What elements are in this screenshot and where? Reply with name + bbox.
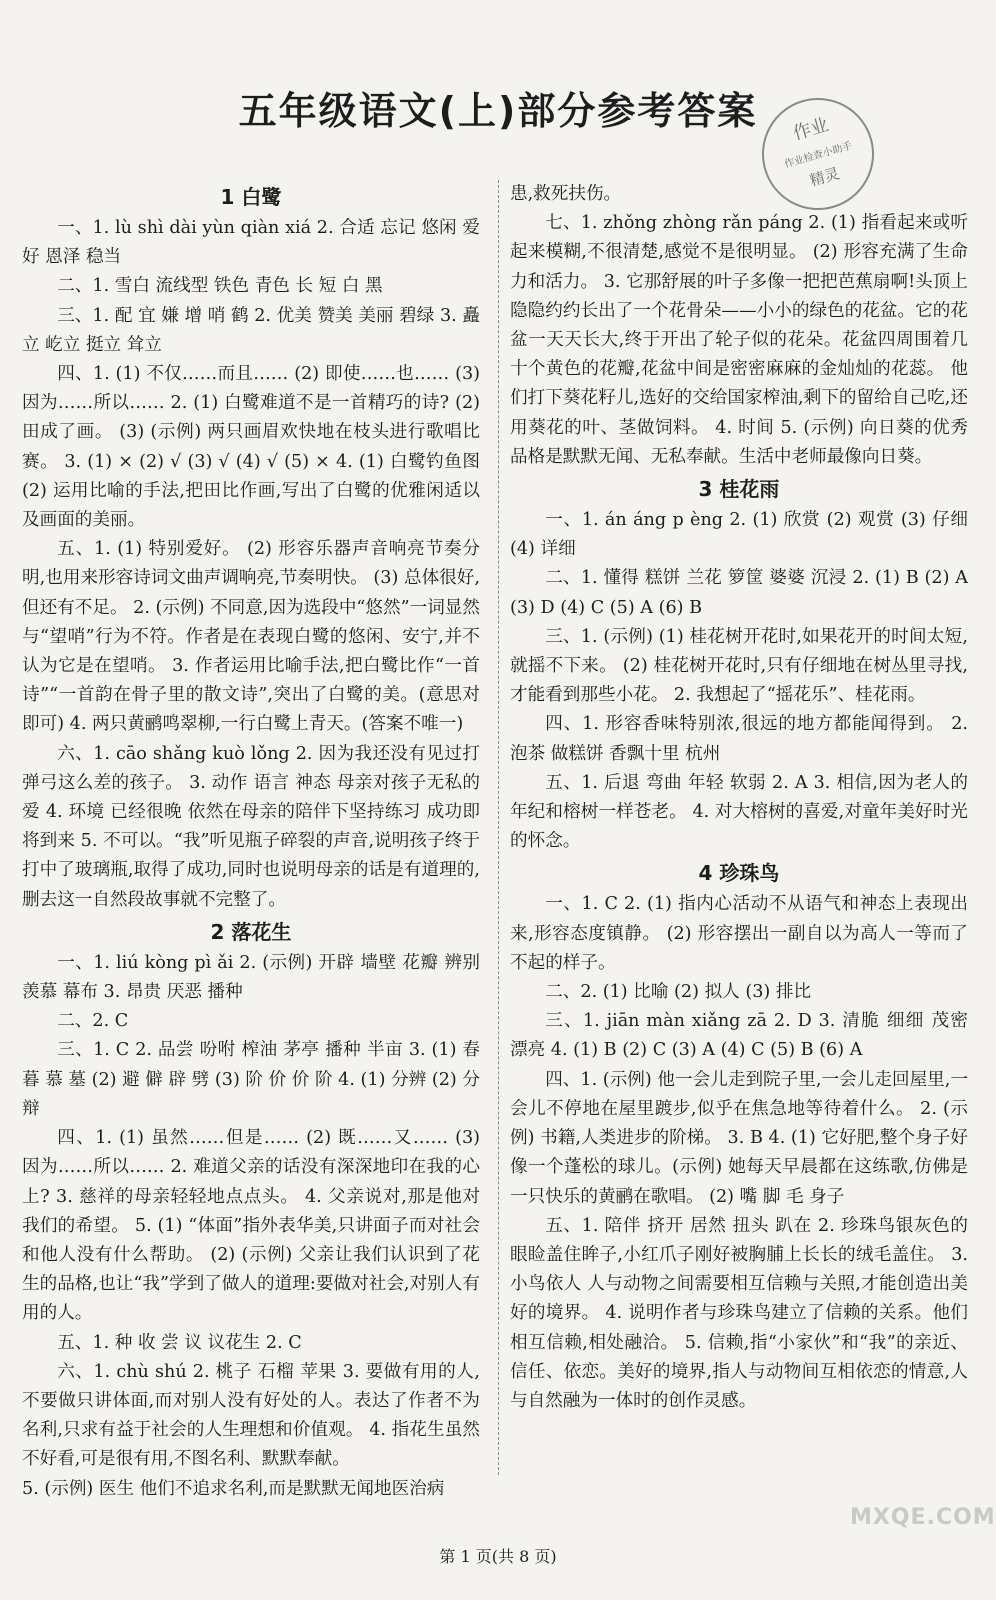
left-column (22, 180, 480, 1499)
watermark: MXQE.COM (850, 1505, 996, 1530)
section-heading: 3 桂花雨 (698, 477, 780, 502)
stamp-line-1: 作业 (790, 114, 832, 145)
stamp-line-2: 作业检查小助手 (783, 140, 854, 171)
answer-paragraph: 五、1. (1) 特别爱好。 (2) 形容乐器声音响亮节奏分明,也用来形容诗词文曲声调响亮,节奏明快。 (3) 总体很好,但还有不足。 2. (示例) 不同意,因为选段中“悠然”一词显然与“望哨”行为不符。作者是在表现白鹭的悠闲、安宁,并不认为它是在望哨。 3. 作者运用比喻手法,把白鹭比作“一首诗”“一首韵在骨子里的散文诗”,突出了白鹭的美。(意思对即可) 4. 两只黄鹂鸣翠柳,一行白鹭上青天。(答案不唯一) (22, 539, 480, 735)
answer-paragraph: 二、2. (1) 比喻 (2) 拟人 (3) 排比 (545, 982, 812, 1003)
answer-paragraph: 一、1. C 2. (1) 指内心活动不从语气和神态上表现出来,形容态度镇静。 (2) 形容摆出一副自以为高人一等而了不起的样子。 (510, 894, 968, 973)
answer-paragraph: 一、1. liú kòng pì ǎi 2. (示例) 开辟 墙壁 花瓣 辨别 羡慕 幕布 3. 昂贵 厌恶 播种 (22, 952, 480, 1003)
answer-paragraph: 二、2. C (57, 1011, 129, 1032)
answer-paragraph: 二、1. 懂得 糕饼 兰花 箩筐 婆婆 沉浸 2. (1) B (2) A (3) D (4) C (5) A (6) B (510, 568, 968, 618)
answer-paragraph: 五、1. 陪伴 挤开 居然 扭头 趴在 2. 珍珠鸟银灰色的眼睑盖住眸子,小红爪子刚好被胸脯上长长的绒毛盖住。 3. 小鸟依人 人与动物之间需要相互信赖与关照,才能创造出美好的境界。 4. 说明作者与珍珠鸟建立了信赖的关系。他们相互信赖,相处融洽。 5. 信赖,指“小家伙”和“我”的亲近、信任、依恋。美好的境界,指人与动物间互相依恋的情意,人与自然融为一体时的创作灵感。 (510, 1215, 968, 1411)
answer-paragraph: 四、1. (1) 虽然……但是…… (2) 既……又…… (3) 因为……所以…… 2. 难道父亲的话没有深深地印在我的心上? 3. 慈祥的母亲轻轻地点点头。 4. 父亲说对,那是他对我们的希望。 5. (1) “体面”指外表华美,只讲面子而对社会和他人没有什么帮助。 (2) (示例) 父亲让我们认识到了花生的品格,也让“我”学到了做人的道理:要做对社会,对别人有用的人。 (22, 1128, 480, 1324)
answer-paragraph: 三、1. 配 宜 嫌 增 哨 鹤 2. 优美 赞美 美丽 碧绿 3. 矗立 屹立 挺立 耸立 (22, 305, 480, 355)
answer-continuation: 患,救死扶伤。 (510, 184, 622, 204)
answer-paragraph: 二、1. 雪白 流线型 铁色 青色 长 短 白 黑 (57, 276, 383, 297)
answer-paragraph: 六、1. cāo shǎng kuò lǒng 2. 因为我还没有见过打弹弓这么差的孩子。 3. 动作 语言 神态 母亲对孩子无私的爱 4. 环境 已经很晚 依然在母亲的陪伴下坚持练习 成功即将到来 5. 不可以。“我”听见瓶子碎裂的声音,说明孩子终于打中了玻璃瓶,取得了成功,同时也说明母亲的话是有道理的,删去这一自然段故事就不完整了。 (22, 743, 480, 910)
page-title: 五年级语文(上)部分参考答案 (238, 89, 758, 133)
column-divider (498, 180, 499, 1475)
section-heading: 1 白鹭 (220, 185, 282, 209)
answer-paragraph: 三、1. jiān màn xiǎng zā 2. D 3. 清脆 细细 茂密 漂亮 4. (1) B (2) C (3) A (4) C (5) B (6) A (510, 1011, 968, 1061)
answer-continuation: 5. (示例) 医生 他们不追求名利,而是默默无闻地医治病 (22, 1478, 445, 1499)
section-heading: 2 落花生 (210, 919, 292, 944)
page-footer: 第 1 页(共 8 页) (439, 1547, 557, 1566)
answer-paragraph: 三、1. C 2. 品尝 吩咐 榨油 茅亭 播种 半亩 3. (1) 春 暮 慕 墓 (2) 避 僻 辟 劈 (3) 阶 价 价 阶 4. (1) 分辨 (2) 分辩 (22, 1040, 480, 1119)
answer-paragraph: 四、1. (示例) 他一会儿走到院子里,一会儿走回屋里,一会儿不停地在屋里踱步,似乎在焦急地等待着什么。 2. (示例) 书籍,人类进步的阶梯。 3. B 4. (1) 它好肥,整个身子好像一个蓬松的球儿。(示例) 她每天早晨都在这练歌,仿佛是一只快乐的黄鹂在歌唱。 (2) 嘴 脚 毛 身子 (510, 1069, 968, 1207)
answer-paragraph: 七、1. zhǒng zhòng rǎn páng 2. (1) 指看起来或听起来模糊,不很清楚,感觉不是很明显。 (2) 形容充满了生命力和活力。 3. 它那舒展的叶子多像一把把芭蕉扇啊!头顶上隐隐约约长出了一个花骨朵——小小的绿色的花盆。它的花盆一天天长大,终于开出了轮子似的花朵。花盆四周围着几十个黄色的花瓣,花盆中间是密密麻麻的金灿灿的花蕊。 他们打下葵花籽儿,选好的交给国家榨油,剩下的留给自己吃,还用葵花的叶、茎做饲料。 4. 时间 5. (示例) 向日葵的优秀品格是默默无闻、无私奉献。生活中老师最像向日葵。 (510, 213, 968, 467)
answer-paragraph: 六、1. chù shú 2. 桃子 石榴 苹果 3. 要做有用的人,不要做只讲体面,而对别人没有好处的人。表达了作者不为名利,只求有益于社会的人生理想和价值观。 4. 指花生虽然不好看,可是很有用,不图名利、默默奉献。 (22, 1361, 480, 1470)
right-column (510, 180, 968, 1470)
answer-paragraph: 三、1. (示例) (1) 桂花树开花时,如果花开的时间太短,就摇不下来。 (2) 桂花树开花时,只有仔细地在树丛里寻找,才能看到那些小花。 2. 我想起了“摇花乐”、桂花雨。 (510, 626, 968, 706)
answer-paragraph: 四、1. (1) 不仅……而且…… (2) 即使……也…… (3) 因为……所以…… 2. (1) 白鹭难道不是一首精巧的诗? (2) 田成了画。 (3) (示例) 两只画眉欢快地在枝头进行歌唱比赛。 3. (1) × (2) √ (3) √ (4) √ (5) × 4. (1) 白鹭钓鱼图 (2) 运用比喻的手法,把田比作画,写出了白鹭的优雅闲适以及画面的美丽。 (22, 364, 480, 531)
answer-paragraph: 一、1. án áng p èng 2. (1) 欣赏 (2) 观赏 (3) 仔细 (4) 详细 (510, 510, 968, 560)
answer-paragraph: 一、1. lù shì dài yùn qiàn xiá 2. 合适 忘记 悠闲 爱好 恩泽 稳当 (22, 218, 480, 268)
answer-paragraph: 五、1. 后退 弯曲 年轻 软弱 2. A 3. 相信,因为老人的年纪和榕树一样苍老。 4. 对大榕树的喜爱,对童年美好时光的怀念。 (510, 772, 968, 852)
stamp-line-3: 精灵 (807, 164, 842, 190)
answer-paragraph: 四、1. 形容香味特别浓,很远的地方都能闻得到。 2. 泡茶 做糕饼 香飘十里 杭州 (510, 714, 968, 764)
answer-paragraph: 五、1. 种 收 尝 议 议花生 2. C (57, 1332, 302, 1353)
section-heading: 4 珍珠鸟 (698, 861, 780, 886)
